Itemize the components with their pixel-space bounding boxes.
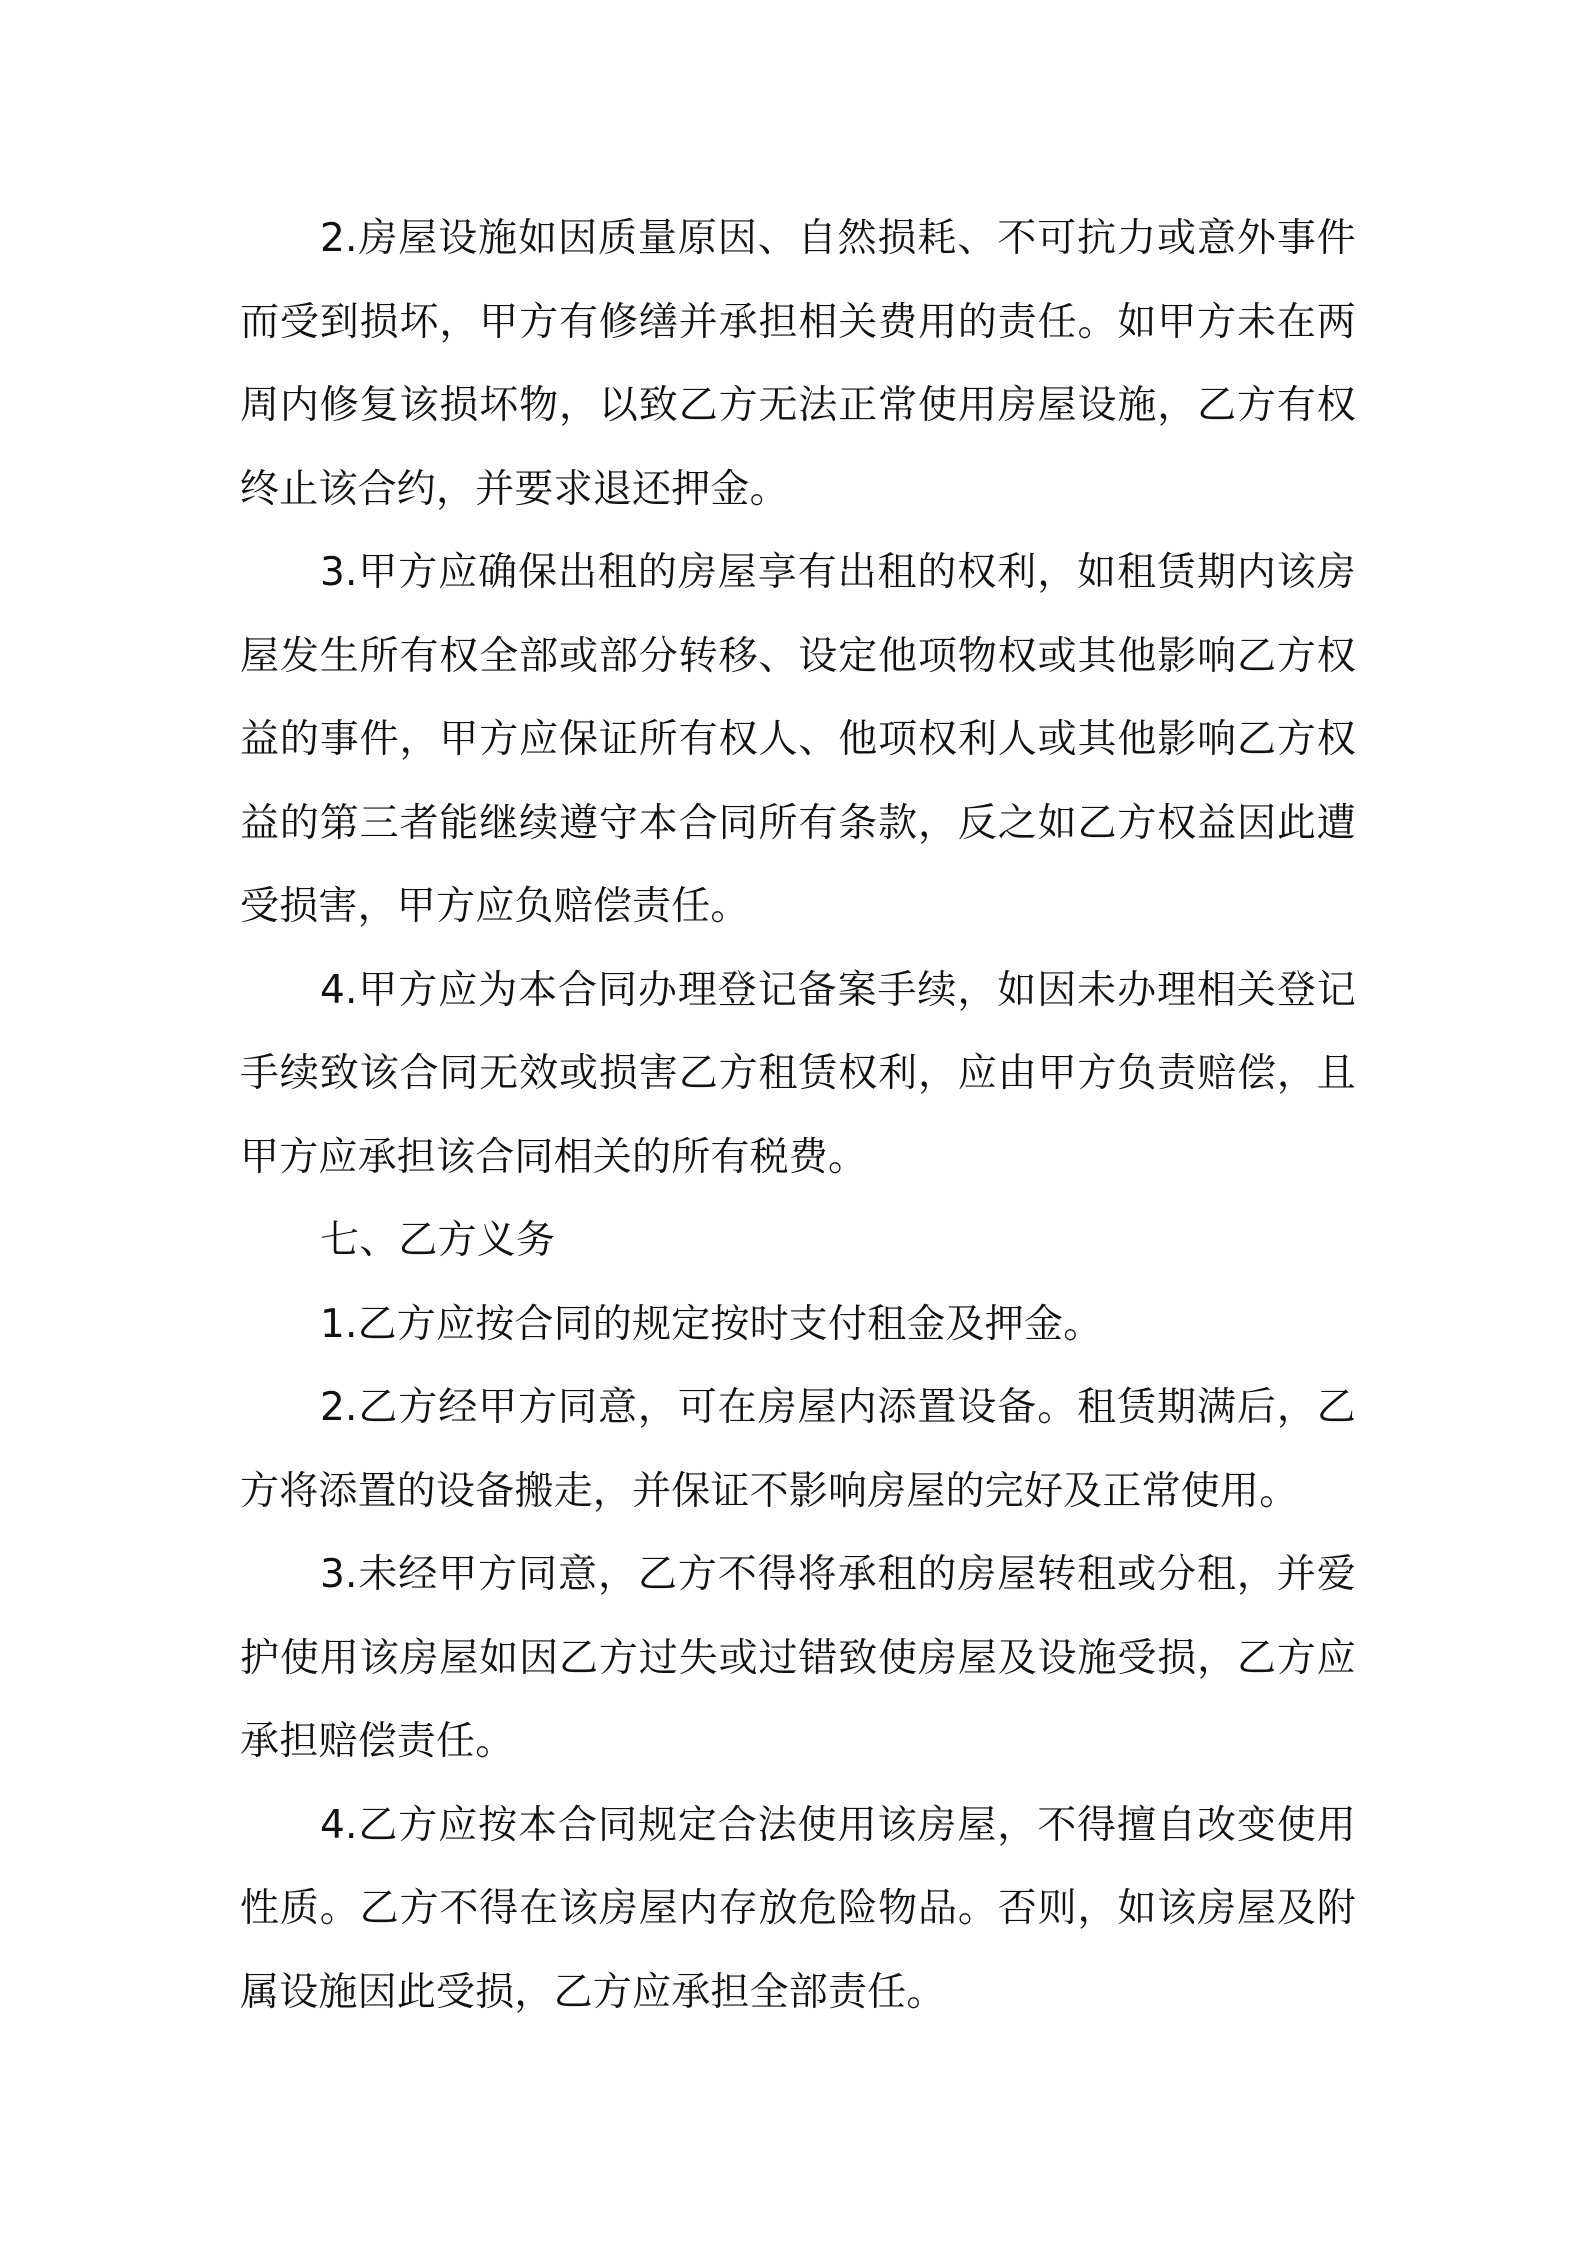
clause-7-1: 1.乙方应按合同的规定按时支付租金及押金。 xyxy=(320,1301,1103,1347)
clause-6-4: 4.甲方应为本合同办理登记备案手续，如因未办理相关登记手续致该合同无效或损害乙方租赁权利，应由甲方负责赔偿，且甲方应承担该合同相关的所有税费。 xyxy=(240,967,1356,1180)
clause-6-3: 3.甲方应确保出租的房屋享有出租的权利，如租赁期内该房屋发生所有权全部或部分转移、设定他项物权或其他影响乙方权益的事件，甲方应保证所有权人、他项权利人或其他影响乙方权益的第三者能继续遵守本合同所有条款，反之如乙方权益因此遭受损害，甲方应负赔偿责任。 xyxy=(240,550,1356,929)
clause-7-2: 2.乙方经甲方同意，可在房屋内添置设备。租赁期满后，乙方将添置的设备搬走，并保证不影响房屋的完好及正常使用。 xyxy=(240,1385,1356,1514)
clause-7-3: 3.未经甲方同意，乙方不得将承租的房屋转租或分租，并爱护使用该房屋如因乙方过失或过错致使房屋及设施受损，乙方应承担赔偿责任。 xyxy=(240,1552,1356,1764)
document-body xyxy=(240,197,1356,2034)
clause-6-2: 2.房屋设施如因质量原因、自然损耗、不可抗力或意外事件而受到损坏，甲方有修缮并承担相关费用的责任。如甲方未在两周内修复该损坏物，以致乙方无法正常使用房屋设施，乙方有权终止该合约，并要求退还押金。 xyxy=(240,216,1356,512)
clause-7-4: 4.乙方应按本合同规定合法使用该房屋，不得擅自改变使用性质。乙方不得在该房屋内存放危险物品。否则，如该房屋及附属设施因此受损，乙方应承担全部责任。 xyxy=(240,1802,1356,2015)
section-7-heading: 七、乙方义务 xyxy=(320,1218,556,1263)
